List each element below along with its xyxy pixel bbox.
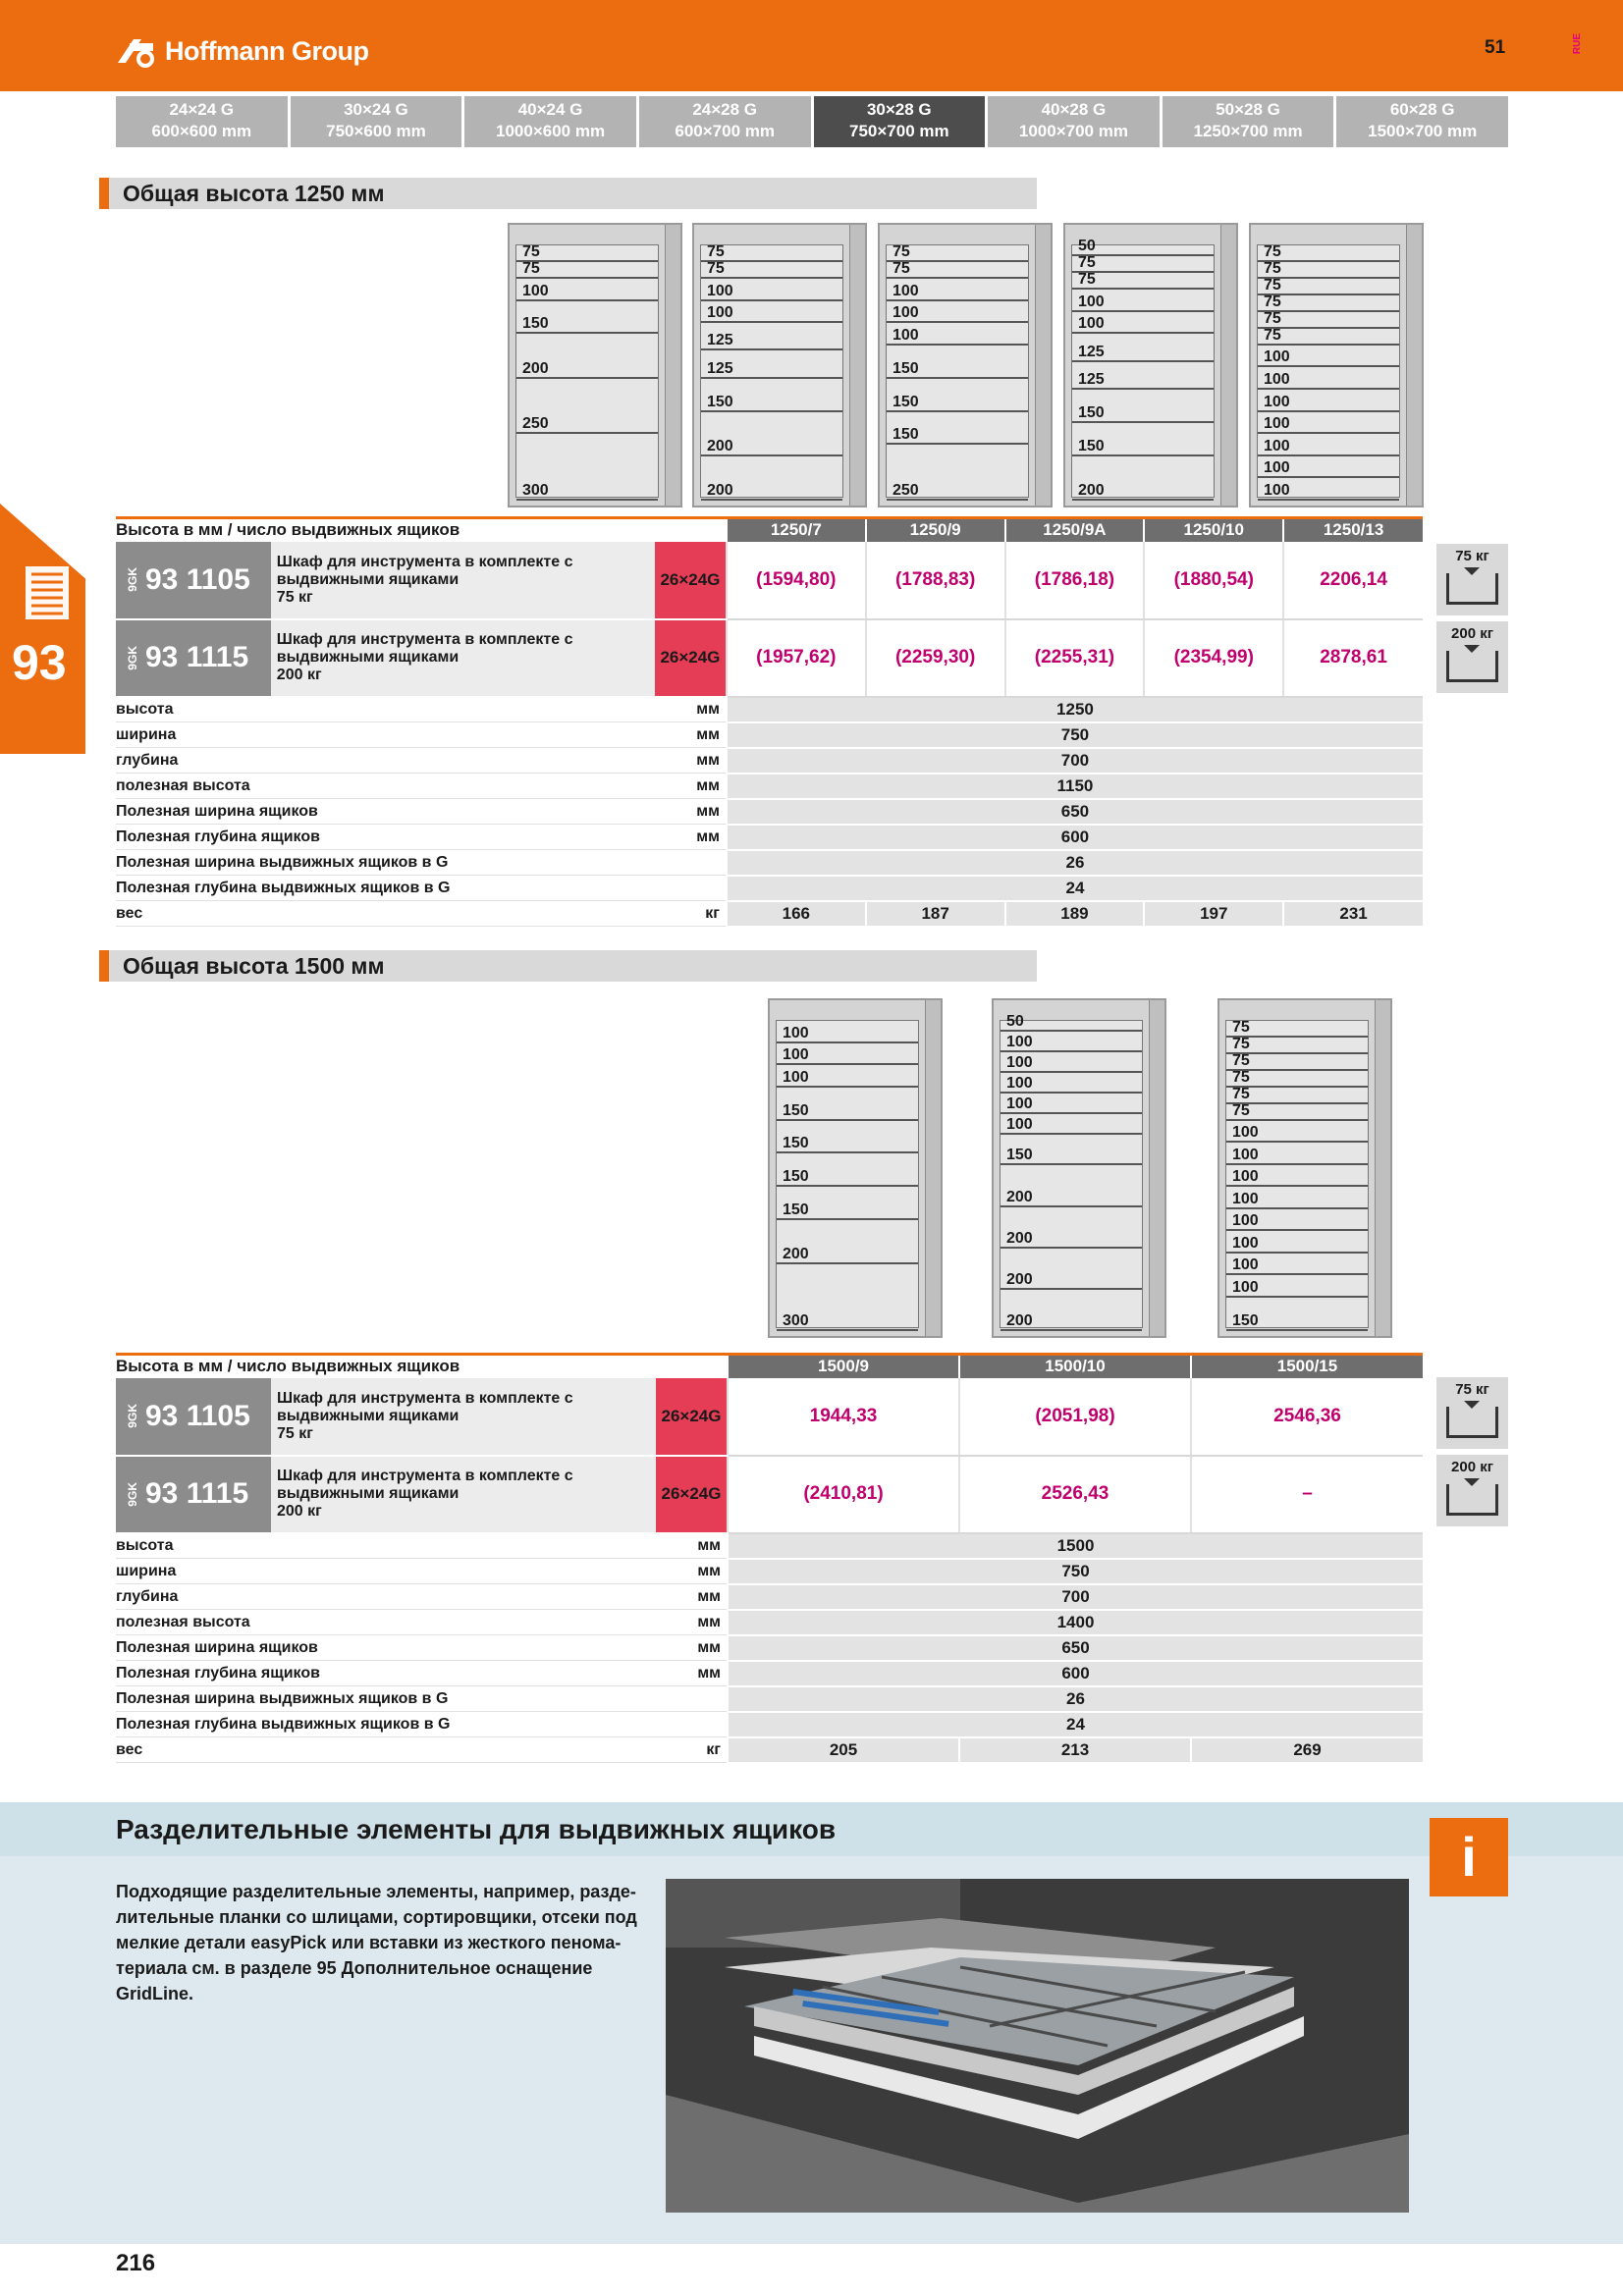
article-number[interactable]: 9GK 93 1115 <box>116 619 271 697</box>
spec-value: 26 <box>727 850 1423 876</box>
drawer: 50 <box>1001 1021 1142 1032</box>
info-icon[interactable]: i <box>1430 1818 1508 1896</box>
spec-label: Полезная ширина ящиков <box>116 799 655 825</box>
tray-icon <box>1446 573 1498 605</box>
weight-value: 189 <box>1005 901 1145 927</box>
weight-label: вес <box>116 1737 656 1763</box>
drawer: 100 <box>777 1065 918 1088</box>
spec-unit <box>656 1712 728 1737</box>
drawer: 100 <box>1226 1209 1368 1232</box>
spec-label: высота <box>116 697 655 722</box>
drawer-cabinet <box>508 223 682 507</box>
drawer: 100 <box>1001 1052 1142 1073</box>
drawer: 125 <box>701 350 842 378</box>
spec-label: ширина <box>116 1559 656 1584</box>
load-75kg-badge: 75 кг <box>1436 544 1508 615</box>
drawer: 75 <box>1226 1021 1368 1038</box>
product-description: Шкаф для инструмента в комплекте с выдвижными ящиками 75 кг <box>271 1378 656 1456</box>
price[interactable]: (2259,30) <box>866 619 1005 697</box>
drawer: 75 <box>1258 245 1399 262</box>
hammer-logo-icon <box>116 33 159 69</box>
drawer: 100 <box>1226 1165 1368 1188</box>
drawer: 100 <box>777 1043 918 1066</box>
info-link-text[interactable]: разделе 95 Дополнительное оснащение GridLine <box>116 1958 593 2003</box>
tray-icon <box>1446 1407 1498 1438</box>
spec-label: ширина <box>116 722 655 748</box>
column-header: 1250/10 <box>1144 518 1283 542</box>
spec-unit: мм <box>656 1661 728 1686</box>
drawer: 100 <box>1072 312 1214 335</box>
info-title: Разделительные элементы для выдвижных ящиков <box>116 1814 837 1844</box>
size-tab[interactable]: 50×28 G 1250×700 mm <box>1163 96 1334 147</box>
spec-label: полезная высота <box>116 1610 656 1635</box>
spec-value: 700 <box>727 748 1423 774</box>
spec-unit: мм <box>655 774 727 799</box>
weight-value: 231 <box>1283 901 1423 927</box>
drawer: 125 <box>1072 362 1214 390</box>
price[interactable]: (1786,18) <box>1005 542 1145 619</box>
spec-unit: мм <box>655 799 727 825</box>
price[interactable]: 2546,36 <box>1191 1378 1423 1456</box>
drawer: 100 <box>1226 1121 1368 1144</box>
spec-label: Полезная ширина выдвижных ящиков в G <box>116 1686 656 1712</box>
spec-unit: мм <box>655 748 727 774</box>
drawer: 100 <box>1226 1254 1368 1276</box>
product-table-1250 <box>116 516 1423 928</box>
spec-label: Полезная ширина ящиков <box>116 1635 656 1661</box>
drawer: 75 <box>887 245 1028 262</box>
spec-value: 1250 <box>727 697 1423 722</box>
column-header: 1500/15 <box>1191 1355 1423 1378</box>
drawer: 100 <box>1001 1094 1142 1114</box>
drawer: 75 <box>1258 312 1399 329</box>
spec-unit <box>656 1686 728 1712</box>
drawer: 100 <box>1001 1032 1142 1052</box>
drawer: 125 <box>701 323 842 350</box>
spec-value: 26 <box>728 1686 1423 1712</box>
page-number-bottom: 216 <box>116 2250 156 2276</box>
spec-value: 650 <box>728 1635 1423 1661</box>
drawer: 150 <box>1072 390 1214 423</box>
price[interactable]: 2878,61 <box>1283 619 1423 697</box>
column-header: 1250/9 <box>866 518 1005 542</box>
drawer-cabinet <box>768 998 943 1338</box>
weight-value: 166 <box>727 901 866 927</box>
drawer: 200 <box>701 412 842 456</box>
drawer: 150 <box>516 301 658 335</box>
spec-label: глубина <box>116 1584 656 1610</box>
spec-unit: мм <box>655 825 727 850</box>
drawer: 75 <box>1226 1071 1368 1088</box>
drawer: 100 <box>1258 367 1399 390</box>
drawer: 100 <box>1258 434 1399 456</box>
size-tab[interactable]: 40×28 G 1000×700 mm <box>988 96 1160 147</box>
product-description: Шкаф для инструмента в комплекте с выдвижными ящиками 75 кг <box>271 542 655 619</box>
spec-label: Полезная глубина выдвижных ящиков в G <box>116 876 655 901</box>
grid-size: 26×24G <box>655 542 727 619</box>
spec-unit <box>655 876 727 901</box>
article-number[interactable]: 9GK 93 1105 <box>116 1378 271 1456</box>
size-tab[interactable]: 30×24 G 750×600 mm <box>291 96 462 147</box>
drawer: 75 <box>1226 1054 1368 1071</box>
info-text: Подходящие разделительные элементы, например, разде-лительные планки со шлицами, сортировщики, отсеки под мелкие детали easyPick или вставки из жесткого пенома-териала см. в разделе 95 Дополнительное оснащение GridLine. <box>116 1882 637 2003</box>
spec-label: глубина <box>116 748 655 774</box>
spec-unit: мм <box>656 1610 728 1635</box>
spec-value: 1400 <box>728 1610 1423 1635</box>
spec-value: 1150 <box>727 774 1423 799</box>
price[interactable]: 2206,14 <box>1283 542 1423 619</box>
size-tab[interactable]: 60×28 G 1500×700 mm <box>1336 96 1508 147</box>
drawer: 200 <box>701 456 842 501</box>
grid-size: 26×24G <box>656 1378 728 1456</box>
spec-value: 750 <box>728 1559 1423 1584</box>
drawer: 100 <box>1258 390 1399 412</box>
grid-size: 26×24G <box>656 1456 728 1533</box>
price[interactable]: 2526,43 <box>959 1456 1191 1533</box>
drawer: 75 <box>1226 1088 1368 1104</box>
spec-unit: мм <box>655 697 727 722</box>
drawer: 200 <box>1001 1249 1142 1290</box>
drawer: 100 <box>1001 1073 1142 1094</box>
drawer: 100 <box>1258 412 1399 435</box>
drawer: 100 <box>887 279 1028 301</box>
spec-value: 600 <box>727 825 1423 850</box>
drawer: 200 <box>1001 1290 1142 1331</box>
spec-label: Полезная глубина выдвижных ящиков в G <box>116 1712 656 1737</box>
weight-value: 213 <box>959 1737 1191 1763</box>
drawer-cabinet <box>1217 998 1392 1338</box>
tray-icon <box>1446 651 1498 682</box>
load-200kg-badge-2: 200 кг <box>1436 1455 1508 1526</box>
drawer: 75 <box>701 245 842 262</box>
weight-value: 187 <box>866 901 1005 927</box>
drawer: 200 <box>777 1220 918 1264</box>
size-tab[interactable]: 30×28 G 750×700 mm <box>814 96 986 147</box>
drawer: 150 <box>777 1153 918 1187</box>
drawer: 200 <box>1001 1165 1142 1206</box>
size-tab[interactable]: 40×24 G 1000×600 mm <box>464 96 636 147</box>
drawer: 200 <box>1072 456 1214 501</box>
drawer: 100 <box>1226 1275 1368 1298</box>
price[interactable]: (1594,80) <box>727 542 866 619</box>
weight-unit: кг <box>655 901 727 927</box>
drawer: 75 <box>516 245 658 262</box>
drawer: 100 <box>701 301 842 324</box>
drawer: 100 <box>516 279 658 301</box>
spec-unit: мм <box>656 1584 728 1610</box>
spec-value: 750 <box>727 722 1423 748</box>
drawer: 100 <box>1001 1114 1142 1135</box>
column-header: 1500/9 <box>728 1355 959 1378</box>
drawer: 150 <box>1001 1135 1142 1166</box>
drawer-cabinet <box>992 998 1166 1338</box>
spec-label: Полезная глубина ящиков <box>116 825 655 850</box>
brand-logo[interactable] <box>116 33 368 69</box>
drawer: 75 <box>1258 262 1399 279</box>
spec-value: 24 <box>727 876 1423 901</box>
spec-label: Полезная ширина выдвижных ящиков в G <box>116 850 655 876</box>
drawer: 250 <box>887 445 1028 501</box>
table-header-label: Высота в мм / число выдвижных ящиков <box>116 518 727 542</box>
price[interactable]: (2410,81) <box>728 1456 959 1533</box>
load-200kg-badge: 200 кг <box>1436 621 1508 693</box>
product-table-1500 <box>116 1353 1423 1764</box>
drawer: 100 <box>1226 1143 1368 1165</box>
drawer: 150 <box>887 379 1028 412</box>
chapter-side-tab[interactable] <box>0 504 85 754</box>
spec-value: 1500 <box>728 1533 1423 1559</box>
weight-unit: кг <box>656 1737 728 1763</box>
drawer: 200 <box>1001 1207 1142 1249</box>
drawer: 75 <box>1258 329 1399 346</box>
price[interactable]: 1944,33 <box>728 1378 959 1456</box>
spec-unit: мм <box>656 1533 728 1559</box>
drawer: 100 <box>777 1021 918 1043</box>
drawer: 100 <box>701 279 842 301</box>
drawer: 100 <box>1226 1231 1368 1254</box>
drawer: 75 <box>1226 1104 1368 1121</box>
drawer: 150 <box>887 412 1028 446</box>
product-description: Шкаф для инструмента в комплекте с выдвижными ящиками 200 кг <box>271 1456 656 1533</box>
load-75kg-badge-2: 75 кг <box>1436 1377 1508 1449</box>
spec-label: полезная высота <box>116 774 655 799</box>
drawer: 100 <box>1072 290 1214 312</box>
size-tab[interactable]: 24×24 G 600×600 mm <box>116 96 288 147</box>
drawer-photo <box>666 1879 1409 2213</box>
spec-label: высота <box>116 1533 656 1559</box>
grid-size: 26×24G <box>655 619 727 697</box>
drawer: 75 <box>1072 273 1214 290</box>
spec-value: 24 <box>728 1712 1423 1737</box>
size-tab[interactable]: 24×28 G 600×700 mm <box>639 96 811 147</box>
drawer: 150 <box>777 1187 918 1220</box>
drawer: 200 <box>516 334 658 378</box>
drawer: 75 <box>887 262 1028 279</box>
tray-icon <box>1446 1484 1498 1516</box>
weight-label: вес <box>116 901 655 927</box>
drawer: 150 <box>701 379 842 412</box>
table-header-label: Высота в мм / число выдвижных ящиков <box>116 1355 728 1378</box>
spec-value: 700 <box>728 1584 1423 1610</box>
drawer: 300 <box>777 1264 918 1331</box>
drawer: 100 <box>1258 478 1399 501</box>
drawer-cabinet <box>1063 223 1238 507</box>
drawer: 75 <box>1258 279 1399 295</box>
drawer: 300 <box>516 434 658 501</box>
drawer: 150 <box>777 1088 918 1121</box>
drawer: 250 <box>516 379 658 435</box>
price[interactable]: (1788,83) <box>866 542 1005 619</box>
drawer: 100 <box>1226 1187 1368 1209</box>
product-description: Шкаф для инструмента в комплекте с выдвижными ящиками 200 кг <box>271 619 655 697</box>
weight-value: 269 <box>1191 1737 1423 1763</box>
spec-label: Полезная глубина ящиков <box>116 1661 656 1686</box>
drawer: 125 <box>1072 334 1214 361</box>
weight-value: 205 <box>728 1737 959 1763</box>
price[interactable]: (2051,98) <box>959 1378 1191 1456</box>
drawer: 50 <box>1072 245 1214 256</box>
drawer-cabinet <box>878 223 1053 507</box>
language-code: RUE <box>1572 33 1583 55</box>
page-number-top: 51 <box>1485 37 1506 58</box>
column-header: 1250/9A <box>1005 518 1145 542</box>
drawer: 75 <box>1072 256 1214 273</box>
spec-unit <box>655 850 727 876</box>
price[interactable]: (2354,99) <box>1144 619 1283 697</box>
price[interactable]: (2255,31) <box>1005 619 1145 697</box>
drawer-cabinet-icon <box>24 564 71 621</box>
spec-unit: мм <box>655 722 727 748</box>
drawer: 75 <box>1226 1038 1368 1054</box>
column-header: 1250/7 <box>727 518 866 542</box>
drawer: 100 <box>1258 456 1399 479</box>
drawer: 150 <box>1072 423 1214 456</box>
price[interactable]: – <box>1191 1456 1423 1533</box>
price[interactable]: (1880,54) <box>1144 542 1283 619</box>
drawer-cabinet <box>1249 223 1424 507</box>
price[interactable]: (1957,62) <box>727 619 866 697</box>
spec-value: 650 <box>727 799 1423 825</box>
section-title-1500: Общая высота 1500 мм <box>99 950 1037 982</box>
article-number[interactable]: 9GK 93 1115 <box>116 1456 271 1533</box>
drawer: 150 <box>887 346 1028 379</box>
section-title-1250: Общая высота 1250 мм <box>99 178 1037 209</box>
column-header: 1250/13 <box>1283 518 1423 542</box>
article-number[interactable]: 9GK 93 1105 <box>116 542 271 619</box>
weight-value: 197 <box>1144 901 1283 927</box>
drawer-cabinet <box>692 223 867 507</box>
drawer: 100 <box>887 323 1028 346</box>
brand-name: Hoffmann Group <box>165 35 369 66</box>
chapter-number: 93 <box>12 635 67 690</box>
drawer: 150 <box>777 1121 918 1154</box>
drawer: 150 <box>1226 1298 1368 1331</box>
spec-value: 600 <box>728 1661 1423 1686</box>
drawer: 100 <box>887 301 1028 324</box>
drawer-dividers-illustration <box>666 1879 1409 2213</box>
spec-unit: мм <box>656 1559 728 1584</box>
spec-unit: мм <box>656 1635 728 1661</box>
column-header: 1500/10 <box>959 1355 1191 1378</box>
drawer: 100 <box>1258 346 1399 368</box>
drawer: 75 <box>701 262 842 279</box>
size-tabs <box>116 96 1508 147</box>
drawer: 75 <box>1258 295 1399 312</box>
drawer: 75 <box>516 262 658 279</box>
